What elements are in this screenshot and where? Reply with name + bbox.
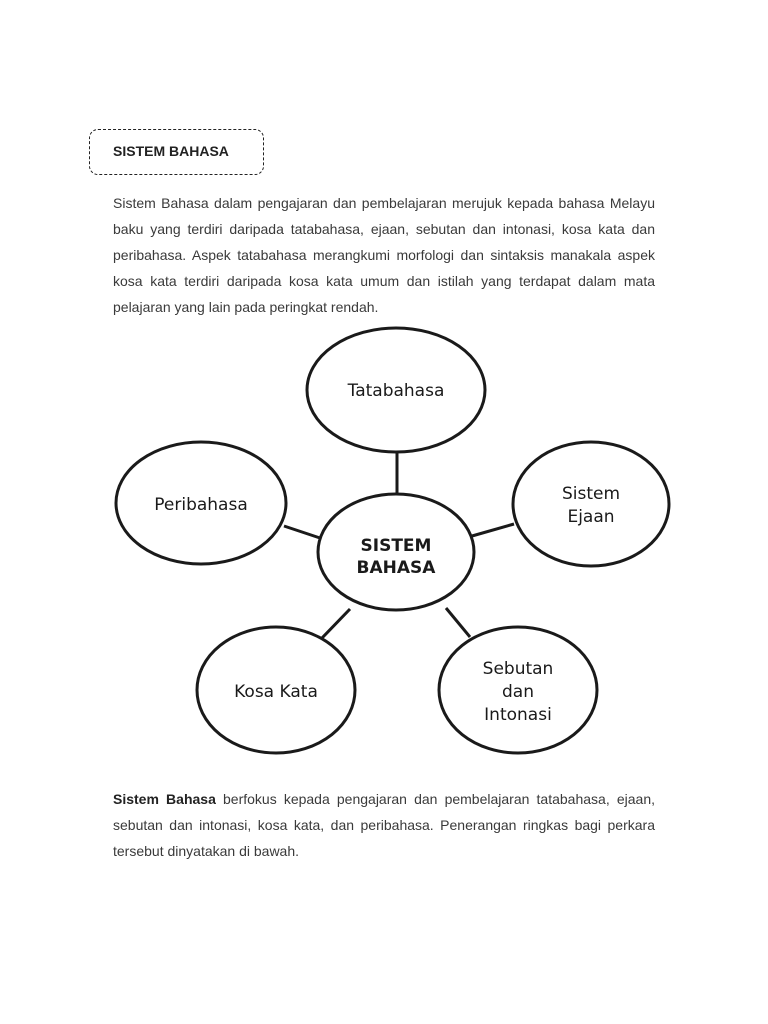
intro-paragraph: Sistem Bahasa dalam pengajaran dan pembelajaran merujuk kepada bahasa Melayu baku yang terdiri daripada tatabahasa, ejaan, sebutan dan intonasi, kosa kata dan peribahasa. Aspek tatabahasa merangkumi morfologi dan sintaksis manakala aspek kosa kata terdiri daripada kosa kata umum dan istilah yang terdapat dalam mata pelajaran yang lain pada peringkat rendah.	[113, 195, 655, 315]
node-sistem-ejaan	[513, 442, 669, 566]
connector-peribahasa	[284, 526, 320, 538]
connector-sistem-ejaan	[472, 524, 514, 536]
label-peribahasa: Peribahasa	[154, 495, 248, 515]
label-sistem-ejaan-1: Sistem	[561, 484, 621, 504]
label-sebutan-3: Intonasi	[484, 705, 552, 725]
label-sebutan-1: Sebutan	[482, 659, 554, 679]
label-sistem-ejaan-2: Ejaan	[567, 507, 615, 527]
section-title: SISTEM BAHASA	[113, 143, 229, 159]
label-sebutan-2: dan	[502, 682, 534, 702]
label-kosa-kata: Kosa Kata	[234, 682, 318, 702]
label-center-1: SISTEM	[360, 536, 432, 556]
connector-sebutan	[446, 608, 470, 637]
summary-rest: berfokus kepada pengajaran dan pembelajaran tatabahasa, ejaan, sebutan dan intonasi, kosa kata, dan peribahasa. Penerangan ringkas bagi perkara tersebut dinyatakan di bawah.	[113, 791, 655, 859]
label-tatabahasa: Tatabahasa	[347, 381, 445, 401]
summary-lead: Sistem Bahasa	[113, 791, 216, 807]
summary-paragraph	[113, 786, 655, 864]
connector-kosa-kata	[322, 609, 350, 638]
label-center-2: BAHASA	[356, 558, 436, 578]
